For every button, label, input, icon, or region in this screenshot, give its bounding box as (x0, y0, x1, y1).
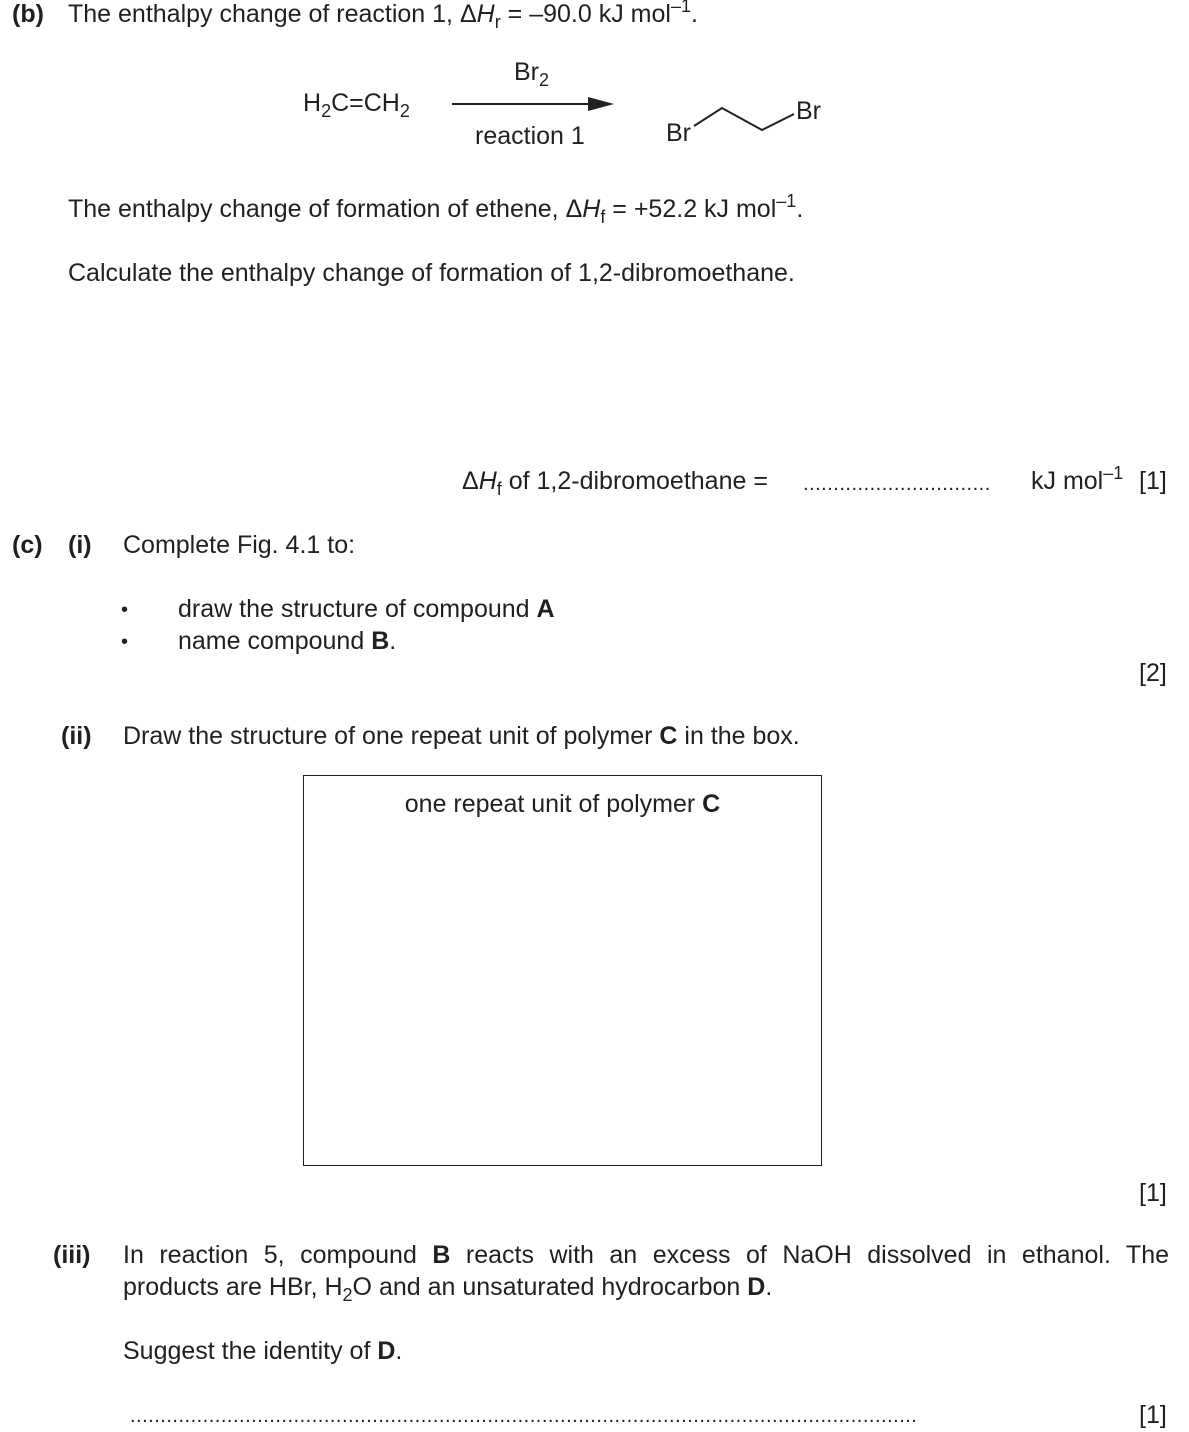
unit-text: kJ mol (1031, 467, 1104, 495)
subscript-f: f (496, 478, 502, 499)
unit-exponent: –1 (1103, 463, 1124, 484)
line1-pre: In reaction 5, compound (123, 1241, 433, 1269)
reagent-sub: 2 (539, 69, 550, 90)
part-c-i-text: Complete Fig. 4.1 to: (123, 531, 356, 559)
dibromoethane-skeleton (690, 104, 800, 138)
answer-unit-b (1031, 463, 1124, 495)
caption-bold: C (702, 790, 721, 818)
bullet-2-text (178, 629, 396, 654)
part-c-ii-text (123, 724, 800, 749)
product-br-right: Br (796, 97, 821, 125)
part-c-iii-label: (iii) (53, 1241, 91, 1269)
period: . (690, 0, 698, 28)
part-c-iii-line1 (123, 1243, 1169, 1268)
formation-value: = +52.2 kJ mol (605, 195, 777, 223)
reactant-sub2: 2 (399, 100, 410, 121)
unit-exponent: –1 (670, 0, 691, 17)
ii-text-post: in the box. (677, 722, 800, 750)
part-c-label: (c) (12, 531, 43, 559)
subscript-f: f (600, 206, 606, 227)
reactant-sub1: 2 (321, 100, 332, 121)
answer-field-b[interactable]: ............................... (803, 473, 991, 495)
delta-symbol: Δ (565, 195, 583, 223)
bullet-1-pre: draw the structure of compound (178, 595, 537, 623)
suggest-post: . (395, 1337, 403, 1365)
marks-c-ii: [1] (1139, 1179, 1167, 1207)
enthalpy-symbol: H (478, 467, 497, 495)
unit-exponent: –1 (776, 191, 797, 212)
marks-c-i: [2] (1139, 659, 1167, 687)
delta-symbol: Δ (462, 467, 479, 495)
ii-text-pre: Draw the structure of one repeat unit of polymer (123, 722, 660, 750)
repeat-unit-answer-box[interactable] (303, 775, 822, 1166)
answer-label-b (462, 467, 768, 499)
delta-symbol: Δ (459, 0, 477, 28)
line2-sub: 2 (342, 1284, 353, 1305)
reagent-bromine (514, 58, 550, 90)
reactant-mid: C=CH (331, 89, 400, 117)
reactant-h: H (303, 89, 322, 117)
formation-statement (68, 191, 804, 227)
reactant-ethene (303, 89, 410, 121)
answer-field-c-iii[interactable]: .................................................................................................................................. (130, 1406, 918, 1426)
suggest-question (123, 1339, 402, 1364)
product-br-left: Br (666, 119, 691, 147)
reaction-arrow (450, 94, 616, 114)
period: . (796, 195, 804, 223)
answer-label-text: of 1,2-dibromoethane = (501, 467, 768, 495)
marks-c-iii: [1] (1139, 1401, 1167, 1429)
line1-post: reacts with an excess of NaOH dissolved in ethanol. The (450, 1241, 1169, 1269)
line2-bold: D (747, 1273, 766, 1301)
repeat-unit-caption (304, 790, 821, 819)
compound-a: A (536, 595, 555, 623)
reaction-1-label: reaction 1 (475, 122, 585, 150)
part-c-iii-line2 (123, 1273, 773, 1305)
intro-text: The enthalpy change of reaction 1, (68, 0, 460, 28)
bullet-2: • (121, 631, 129, 653)
line2-mid: O and an unsaturated hydrocarbon (352, 1273, 748, 1301)
caption-pre: one repeat unit of polymer (404, 790, 703, 818)
line1-bold: B (432, 1241, 451, 1269)
marks-b: [1] (1139, 467, 1167, 495)
part-b-intro (68, 0, 698, 32)
line2-post: . (765, 1273, 773, 1301)
suggest-bold: D (377, 1337, 396, 1365)
bullet-1-text (178, 597, 555, 622)
polymer-c: C (659, 722, 678, 750)
enthalpy-symbol: H (582, 195, 601, 223)
suggest-pre: Suggest the identity of (123, 1337, 378, 1365)
reagent-br: Br (514, 58, 539, 86)
line2-pre: products are HBr, H (123, 1273, 343, 1301)
part-c-i-label: (i) (68, 531, 92, 559)
bullet-2-post: . (389, 627, 397, 655)
part-c-ii-label: (ii) (61, 722, 92, 750)
enthalpy-symbol: H (476, 0, 495, 28)
bullet-2-pre: name compound (178, 627, 372, 655)
subscript-r: r (494, 11, 501, 32)
reaction-enthalpy-value: = –90.0 kJ mol (500, 0, 671, 28)
bullet-1: • (121, 599, 129, 621)
part-b-label: (b) (12, 0, 44, 28)
compound-b: B (371, 627, 390, 655)
calculate-question: Calculate the enthalpy change of formation of 1,2-dibromoethane. (68, 259, 795, 287)
formation-text: The enthalpy change of formation of ethene, (68, 195, 566, 223)
